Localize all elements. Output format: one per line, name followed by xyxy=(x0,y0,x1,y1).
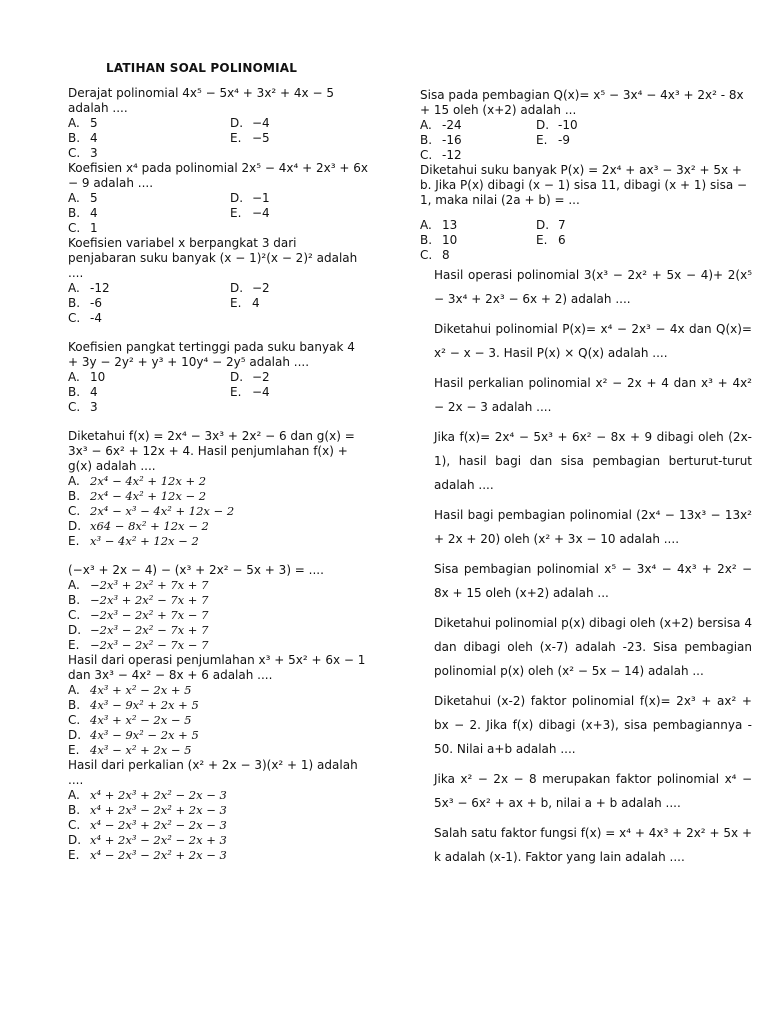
option-letter: B. xyxy=(68,131,81,145)
answer-options xyxy=(68,578,368,653)
question-text: Diketahui f(x) = 2x⁴ − 3x³ + 2x² − 6 dan g(x) = 3x³ − 6x² + 12x + 4. Hasil penjumlahan f(x) + g(x) adalah .... xyxy=(68,429,355,473)
option-value: −2x³ + 2x² − 7x + 7 xyxy=(90,593,209,607)
option-value: -4 xyxy=(90,311,102,325)
answer-options xyxy=(68,474,368,549)
question-text: (−x³ + 2x − 4) − (x³ + 2x² − 5x + 3) = .... xyxy=(68,563,324,577)
answer-option xyxy=(420,118,536,133)
answer-option xyxy=(68,474,368,489)
option-value: 4x³ − 9x² + 2x + 5 xyxy=(90,698,199,712)
essay-question: Hasil perkalian polinomial x² − 2x + 4 dan x³ + 4x² − 2x − 3 adalah .... xyxy=(434,376,752,414)
option-letter: B. xyxy=(68,206,81,220)
option-value: x⁴ + 2x³ − 2x² + 2x − 3 xyxy=(90,803,227,817)
option-value: 4 xyxy=(90,385,98,399)
answer-option xyxy=(68,385,230,400)
answer-option xyxy=(68,743,368,758)
answer-option xyxy=(68,608,368,623)
answer-option xyxy=(68,728,368,743)
answer-options xyxy=(68,191,368,236)
option-value: −4 xyxy=(252,385,270,399)
answer-option xyxy=(230,131,370,146)
option-letter: D. xyxy=(536,118,550,132)
option-value: x⁴ + 2x³ − 2x² − 2x + 3 xyxy=(90,833,227,847)
option-letter: A. xyxy=(68,788,80,802)
question-text: Sisa pada pembagian Q(x)= x⁵ − 3x⁴ − 4x³ + 2x² - 8x + 15 oleh (x+2) adalah ... xyxy=(420,88,744,117)
option-value: −2x³ + 2x² + 7x + 7 xyxy=(90,578,209,592)
answer-option xyxy=(68,803,368,818)
option-value: 4x³ − x² + 2x − 5 xyxy=(90,743,192,757)
answer-option xyxy=(68,131,230,146)
answer-option xyxy=(68,593,368,608)
option-value: 10 xyxy=(90,370,106,384)
option-value: −4 xyxy=(252,116,270,130)
answer-option xyxy=(230,385,370,400)
option-letter: A. xyxy=(68,116,80,130)
option-letter: C. xyxy=(68,221,81,235)
option-value: 4 xyxy=(252,296,260,310)
option-letter: A. xyxy=(68,683,80,697)
option-value: x⁴ − 2x³ + 2x² − 2x − 3 xyxy=(90,818,227,832)
option-value: 7 xyxy=(558,218,566,232)
answer-option xyxy=(68,116,230,131)
answer-option xyxy=(420,233,536,248)
spacer xyxy=(68,549,368,563)
option-letter: B. xyxy=(420,133,433,147)
option-letter: A. xyxy=(68,474,80,488)
answer-option xyxy=(68,296,230,311)
answer-option xyxy=(68,698,368,713)
answer-option xyxy=(68,519,368,534)
option-value: −2x³ − 2x² − 7x − 7 xyxy=(90,638,209,652)
answer-option xyxy=(68,683,368,698)
answer-option xyxy=(68,146,230,161)
option-value: 1 xyxy=(90,221,98,235)
option-letter: D. xyxy=(230,281,244,295)
answer-option xyxy=(536,133,656,148)
option-value: x64 − 8x² + 12x − 2 xyxy=(90,519,209,533)
spacer xyxy=(434,869,752,875)
option-letter: A. xyxy=(68,370,80,384)
option-value: -10 xyxy=(558,118,578,132)
answer-option xyxy=(420,248,536,263)
answer-option xyxy=(68,221,230,236)
answer-option xyxy=(68,848,368,863)
option-value: 10 xyxy=(442,233,458,247)
option-letter: E. xyxy=(230,206,242,220)
option-letter: A. xyxy=(68,191,80,205)
option-value: 2x⁴ − x³ − 4x² + 12x − 2 xyxy=(90,504,235,518)
option-value: 4x³ + x² − 2x − 5 xyxy=(90,713,192,727)
option-value: −2 xyxy=(252,370,270,384)
answer-option xyxy=(68,311,230,326)
answer-option xyxy=(68,713,368,728)
essay-question: Hasil operasi polinomial 3(x³ − 2x² + 5x − 4)+ 2(x⁵ − 3x⁴ + 2x³ − 6x + 2) adalah .... xyxy=(434,268,752,306)
answer-option xyxy=(68,370,230,385)
option-value: -16 xyxy=(442,133,462,147)
option-value: 2x⁴ − 4x² + 12x + 2 xyxy=(90,474,207,488)
option-value: 5 xyxy=(90,116,98,130)
option-value: x⁴ + 2x³ + 2x² − 2x − 3 xyxy=(90,788,227,802)
option-letter: B. xyxy=(68,385,81,399)
option-value: 3 xyxy=(90,146,98,160)
option-value: 5 xyxy=(90,191,98,205)
answer-option xyxy=(230,296,370,311)
answer-option xyxy=(68,578,368,593)
option-letter: B. xyxy=(68,489,81,503)
option-letter: C. xyxy=(68,608,81,622)
option-letter: A. xyxy=(420,118,432,132)
option-letter: A. xyxy=(68,281,80,295)
page-title: LATIHAN SOAL POLINOMIAL xyxy=(106,61,298,75)
essay-question: Diketahui (x-2) faktor polinomial f(x)= 2x³ + ax² + bx − 2. Jika f(x) dibagi (x+3), sisa pembagiannya - 50. Nilai a+b adalah .... xyxy=(434,694,752,756)
option-value: 4 xyxy=(90,131,98,145)
option-value: 2x⁴ − 4x² + 12x − 2 xyxy=(90,489,207,503)
option-letter: C. xyxy=(68,400,81,414)
option-letter: D. xyxy=(68,728,82,742)
option-value: -6 xyxy=(90,296,102,310)
answer-option xyxy=(68,400,230,415)
answer-option xyxy=(68,206,230,221)
option-value: x⁴ − 2x³ − 2x² + 2x − 3 xyxy=(90,848,227,862)
option-value: x³ − 4x² + 12x − 2 xyxy=(90,534,199,548)
answer-options xyxy=(68,788,368,863)
answer-option xyxy=(230,191,370,206)
question-text: Diketahui suku banyak P(x) = 2x⁴ + ax³ − 3x² + 5x + b. Jika P(x) dibagi (x − 1) sisa 11, dibagi (x + 1) sisa − 1, maka nilai (2a + b) = ... xyxy=(420,163,748,207)
option-value: 3 xyxy=(90,400,98,414)
answer-option xyxy=(536,218,656,233)
essay-question: Sisa pembagian polinomial x⁵ − 3x⁴ − 4x³ + 2x² − 8x + 15 oleh (x+2) adalah ... xyxy=(434,562,752,600)
answer-option xyxy=(68,818,368,833)
answer-option xyxy=(68,833,368,848)
option-letter: E. xyxy=(68,534,80,548)
option-value: -9 xyxy=(558,133,570,147)
option-letter: E. xyxy=(230,296,242,310)
answer-option xyxy=(420,148,536,163)
question-text: Derajat polinomial 4x⁵ − 5x⁴ + 3x² + 4x − 5 adalah .... xyxy=(68,86,334,115)
answer-options xyxy=(420,218,752,263)
spacer xyxy=(420,208,752,218)
option-value: 8 xyxy=(442,248,450,262)
question-text: Hasil dari operasi penjumlahan x³ + 5x² + 6x − 1 dan 3x³ − 4x² − 8x + 6 adalah .... xyxy=(68,653,366,682)
option-letter: D. xyxy=(68,623,82,637)
option-value: −2x³ − 2x² + 7x − 7 xyxy=(90,608,209,622)
answer-option xyxy=(230,206,370,221)
essay-question: Hasil bagi pembagian polinomial (2x⁴ − 13x³ − 13x² + 2x + 20) oleh (x² + 3x − 10 adalah .... xyxy=(434,508,752,546)
essay-question: Jika f(x)= 2x⁴ − 5x³ + 6x² − 8x + 9 dibagi oleh (2x-1), hasil bagi dan sisa pembagian berturut-turut adalah .... xyxy=(434,430,752,492)
option-value: −2x³ − 2x² − 7x + 7 xyxy=(90,623,209,637)
left-column xyxy=(68,86,368,863)
option-letter: D. xyxy=(230,370,244,384)
spacer xyxy=(68,415,368,429)
answer-options xyxy=(420,118,752,163)
option-value: 4x³ + x² − 2x + 5 xyxy=(90,683,192,697)
answer-option xyxy=(68,504,368,519)
option-letter: C. xyxy=(68,504,81,518)
option-letter: E. xyxy=(536,133,548,147)
option-value: 4 xyxy=(90,206,98,220)
answer-option xyxy=(68,191,230,206)
option-letter: A. xyxy=(68,578,80,592)
option-letter: E. xyxy=(536,233,548,247)
option-letter: B. xyxy=(68,296,81,310)
answer-options xyxy=(68,281,368,326)
answer-option xyxy=(68,788,368,803)
option-letter: C. xyxy=(68,146,81,160)
answer-option xyxy=(68,281,230,296)
answer-option xyxy=(230,116,370,131)
option-letter: C. xyxy=(420,248,433,262)
right-column xyxy=(420,88,752,875)
option-value: −5 xyxy=(252,131,270,145)
option-letter: A. xyxy=(420,218,432,232)
spacer xyxy=(68,326,368,340)
answer-option xyxy=(230,281,370,296)
option-letter: E. xyxy=(68,743,80,757)
option-letter: B. xyxy=(68,698,81,712)
option-letter: D. xyxy=(230,191,244,205)
question-text: Koefisien pangkat tertinggi pada suku banyak 4 + 3y − 2y² + y³ + 10y⁴ − 2y⁵ adalah .... xyxy=(68,340,355,369)
answer-option xyxy=(68,489,368,504)
answer-option xyxy=(68,623,368,638)
answer-option xyxy=(420,133,536,148)
option-letter: D. xyxy=(68,519,82,533)
option-letter: C. xyxy=(68,311,81,325)
option-letter: E. xyxy=(230,385,242,399)
option-value: -24 xyxy=(442,118,462,132)
option-letter: B. xyxy=(68,593,81,607)
option-letter: D. xyxy=(536,218,550,232)
option-letter: E. xyxy=(68,848,80,862)
essay-question: Jika x² − 2x − 8 merupakan faktor polinomial x⁴ − 5x³ − 6x² + ax + b, nilai a + b adalah .... xyxy=(434,772,752,810)
option-letter: D. xyxy=(68,833,82,847)
option-value: -12 xyxy=(442,148,462,162)
option-letter: C. xyxy=(420,148,433,162)
option-letter: E. xyxy=(68,638,80,652)
option-value: −4 xyxy=(252,206,270,220)
question-text: Hasil dari perkalian (x² + 2x − 3)(x² + 1) adalah .... xyxy=(68,758,358,787)
answer-options xyxy=(68,370,368,415)
option-letter: B. xyxy=(420,233,433,247)
answer-options xyxy=(68,116,368,161)
question-text: Koefisien x⁴ pada polinomial 2x⁵ − 4x⁴ + 2x³ + 6x − 9 adalah .... xyxy=(68,161,368,190)
option-value: −1 xyxy=(252,191,270,205)
option-letter: C. xyxy=(68,818,81,832)
answer-options xyxy=(68,683,368,758)
option-value: 4x³ − 9x² − 2x + 5 xyxy=(90,728,199,742)
answer-option xyxy=(230,370,370,385)
answer-option xyxy=(68,638,368,653)
essay-question: Diketahui polinomial P(x)= x⁴ − 2x³ − 4x dan Q(x)= x² − x − 3. Hasil P(x) × Q(x) adalah .... xyxy=(434,322,752,360)
option-letter: B. xyxy=(68,803,81,817)
option-value: -12 xyxy=(90,281,110,295)
option-letter: E. xyxy=(230,131,242,145)
option-value: 13 xyxy=(442,218,458,232)
answer-option xyxy=(536,118,656,133)
essay-question: Diketahui polinomial p(x) dibagi oleh (x+2) bersisa 4 dan dibagi oleh (x-7) adalah -23. Sisa pembagian polinomial p(x) oleh (x² − 5x − 14) adalah ... xyxy=(434,616,752,678)
option-value: −2 xyxy=(252,281,270,295)
answer-option xyxy=(68,534,368,549)
option-value: 6 xyxy=(558,233,566,247)
option-letter: D. xyxy=(230,116,244,130)
essay-question: Salah satu faktor fungsi f(x) = x⁴ + 4x³ + 2x² + 5x + k adalah (x-1). Faktor yang lain adalah .... xyxy=(434,826,752,864)
question-text: Koefisien variabel x berpangkat 3 dari penjabaran suku banyak (x − 1)²(x − 2)² adalah .... xyxy=(68,236,358,280)
option-letter: C. xyxy=(68,713,81,727)
answer-option xyxy=(420,218,536,233)
answer-option xyxy=(536,233,656,248)
essay-questions xyxy=(434,263,752,875)
